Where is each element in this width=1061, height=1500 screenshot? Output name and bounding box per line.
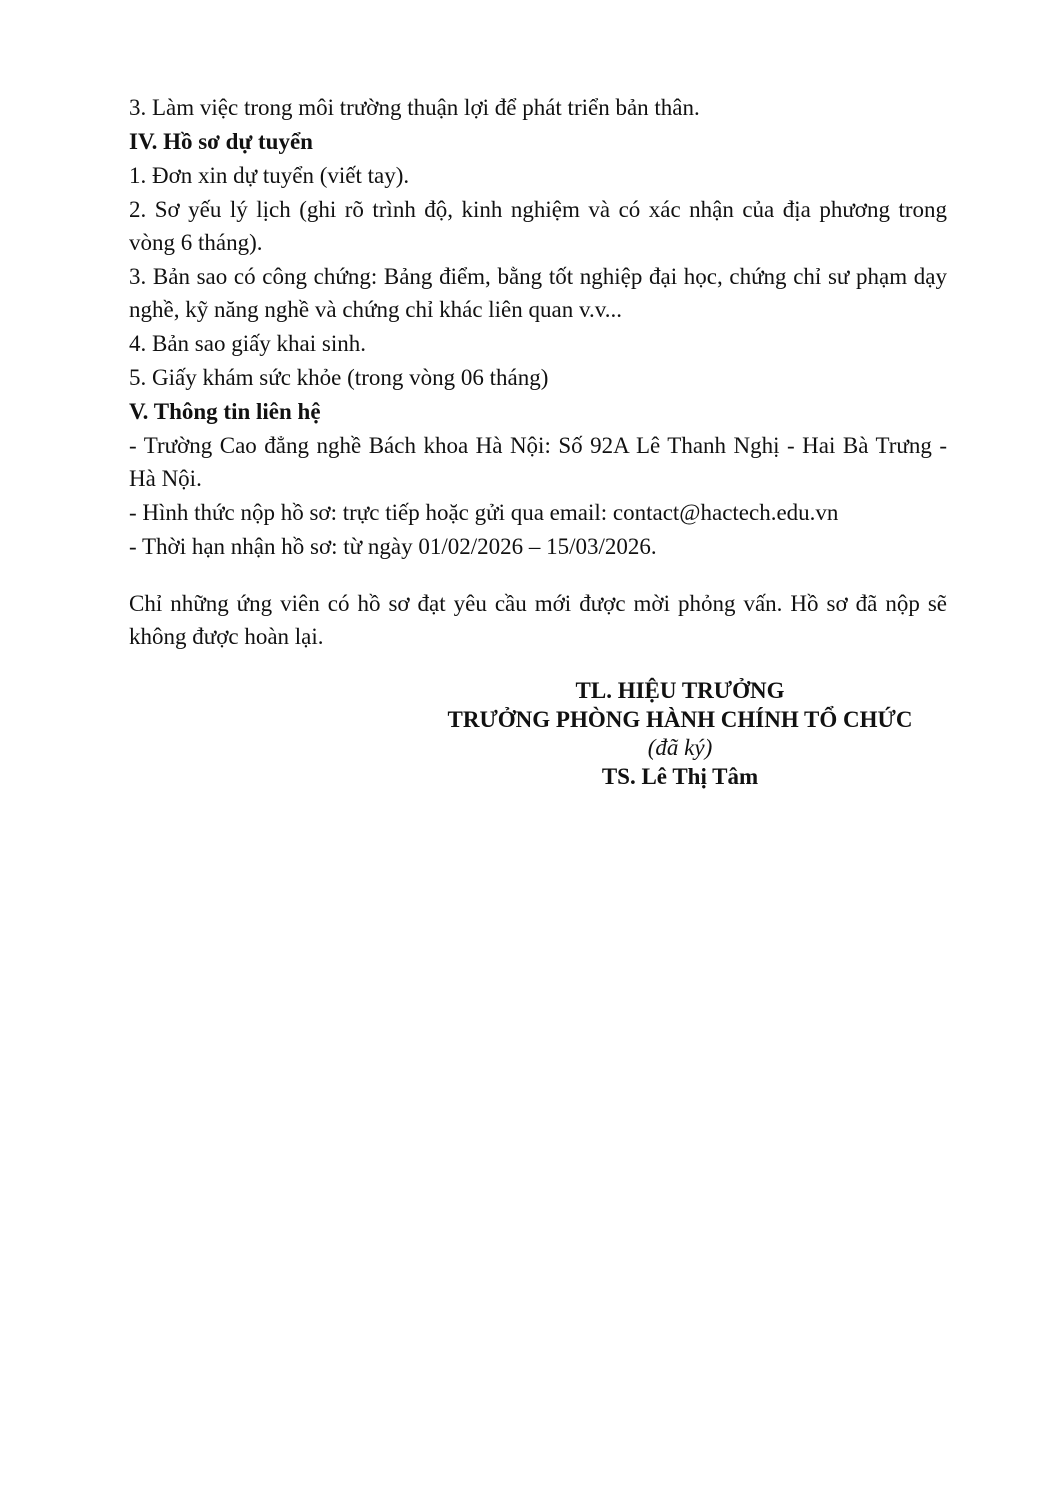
- application-item-2: 2. Sơ yếu lý lịch (ghi rõ trình độ, kinh nghiệm và có xác nhận của địa phương trong vòng 6 tháng).: [129, 197, 947, 255]
- contact-address: - Trường Cao đẳng nghề Bách khoa Hà Nội: Số 92A Lê Thanh Nghị - Hai Bà Trưng - Hà Nội.: [129, 433, 947, 491]
- document-body: [129, 91, 947, 653]
- application-item-1: 1. Đơn xin dự tuyển (viết tay).: [129, 163, 410, 188]
- application-item-4: 4. Bản sao giấy khai sinh.: [129, 331, 366, 356]
- application-item-5: 5. Giấy khám sức khỏe (trong vòng 06 tháng): [129, 365, 549, 390]
- closing-note: Chỉ những ứng viên có hồ sơ đạt yêu cầu mới được mời phỏng vấn. Hồ sơ đã nộp sẽ không được hoàn lại.: [129, 591, 947, 649]
- signature-title-2: TRƯỞNG PHÒNG HÀNH CHÍNH TỔ CHỨC: [447, 707, 913, 732]
- contact-deadline: - Thời hạn nhận hồ sơ: từ ngày 01/02/2026 – 15/03/2026.: [129, 534, 657, 559]
- signatory-name: TS. Lê Thị Tâm: [601, 764, 759, 789]
- signed-note: (đã ký): [647, 735, 713, 760]
- section-iv-heading: IV. Hồ sơ dự tuyển: [129, 129, 313, 154]
- contact-submission-method: - Hình thức nộp hồ sơ: trực tiếp hoặc gửi qua email: contact@hactech.edu.vn: [129, 500, 839, 525]
- signature-block: [410, 676, 950, 791]
- application-item-3: 3. Bản sao có công chứng: Bảng điểm, bằng tốt nghiệp đại học, chứng chỉ sư phạm dạy nghề, kỹ năng nghề và chứng chỉ khác liên quan v.v...: [129, 264, 947, 322]
- benefit-item-3: 3. Làm việc trong môi trường thuận lợi để phát triển bản thân.: [129, 95, 700, 120]
- signature-title-1: TL. HIỆU TRƯỞNG: [575, 678, 785, 703]
- section-v-heading: V. Thông tin liên hệ: [129, 399, 321, 424]
